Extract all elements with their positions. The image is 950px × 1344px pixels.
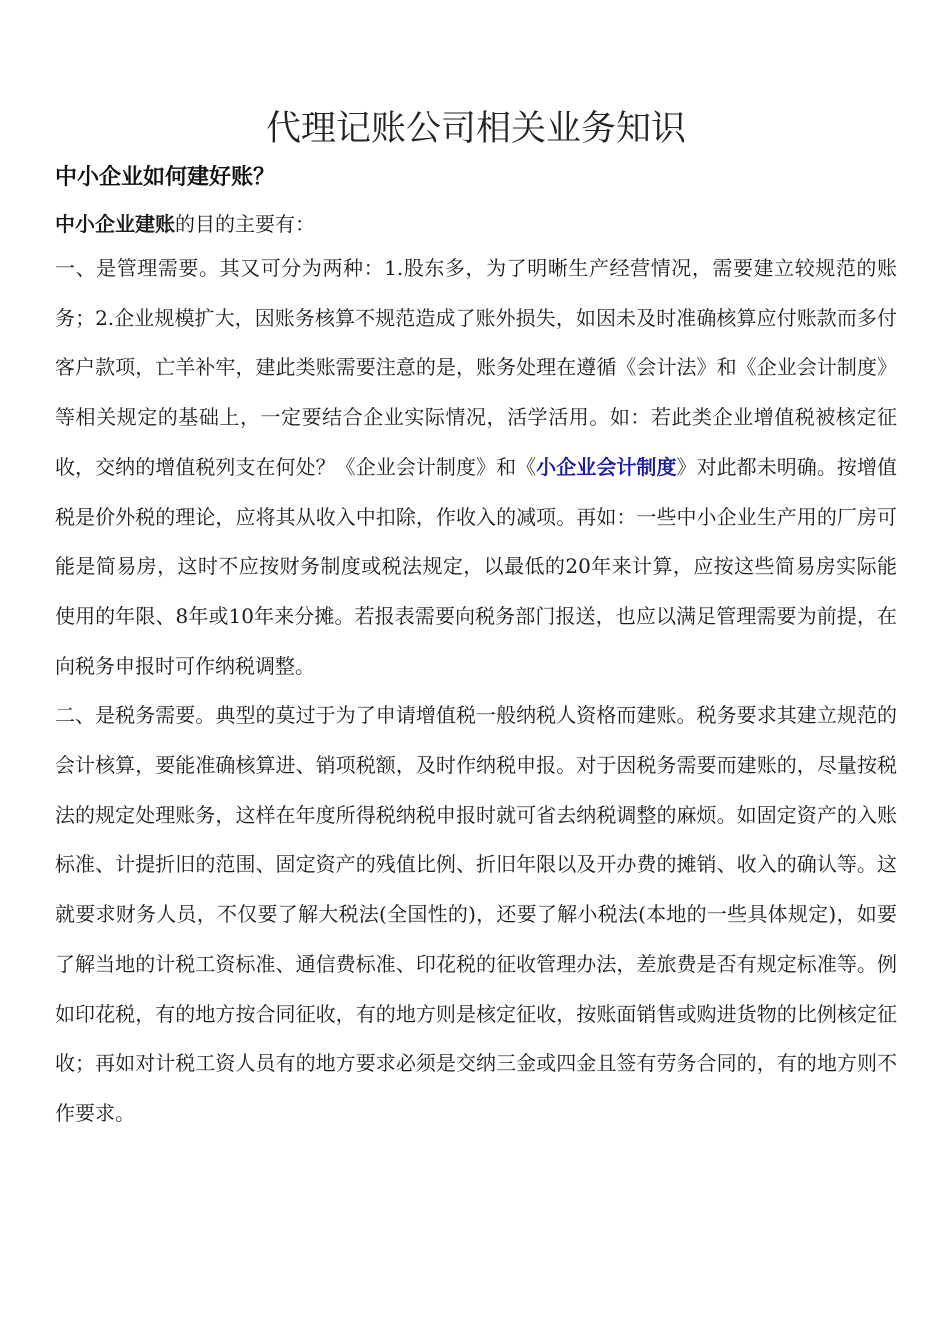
paragraph-management-text-b: 》对此都未明确。按增值税是价外税的理论，应将其从收入中扣除，作收入的减项。再如：一些中小企业生产用的厂房可能是简易房，这时不应按财务制度或税法规定，以最低的20年来计算，应按这些简易房实际能使用的年限、8年或10年来分摊。若报表需要向税务部门报送，也应以满足管理需要为前提，在向税务申报时可作纳税调整。 xyxy=(55,454,898,678)
document-title: 代理记账公司相关业务知识 xyxy=(265,109,686,149)
intro-line xyxy=(55,204,897,244)
paragraph-management xyxy=(55,244,897,691)
intro-rest: 的目的主要有： xyxy=(175,212,315,236)
intro-bold-term: 中小企业建账 xyxy=(55,212,175,236)
section-heading: 中小企业如何建好账？ xyxy=(55,165,276,190)
paragraph-tax: 二、是税务需要。典型的莫过于为了申请增值税一般纳税人资格而建账。税务要求其建立规范的会计核算，要能准确核算进、销项税额，及时作纳税申报。对于因税务需要而建账的，尽量按税法的规定处理账务，这样在年度所得税纳税申报时就可省去纳税调整的麻烦。如固定资产的入账标准、计提折旧的范围、固定资产的残值比例、折旧年限以及开办费的摊销、收入的确认等。这就要求财务人员，不仅要了解大税法(全国性的)，还要了解小税法(本地的一些具体规定)，如要了解当地的计税工资标准、通信费标准、印花税的征收管理办法，差旅费是否有规定标准等。例如印花税，有的地方按合同征收，有的地方则是核定征收，按账面销售或购进货物的比例核定征收；再如对计税工资人员有的地方要求必须是交纳三金或四金且签有劳务合同的，有的地方则不作要求。 xyxy=(55,703,897,1125)
small-enterprise-accounting-link[interactable]: 小企业会计制度 xyxy=(536,454,677,479)
paragraph-management-text-a: 一、是管理需要。其又可分为两种：1.股东多，为了明晰生产经营情况，需要建立较规范的账务；2.企业规模扩大，因账务核算不规范造成了账外损失，如因未及时准确核算应付账款而多付客户款项，亡羊补牢，建此类账需要注意的是，账务处理在遵循《会计法》和《企业会计制度》等相关规定的基础上，一定要结合企业实际情况，活学活用。如：若此类企业增值税被核定征收，交纳的增值税列支在何处？《企业会计制度》和《 xyxy=(55,256,897,479)
document-page xyxy=(55,100,897,1139)
